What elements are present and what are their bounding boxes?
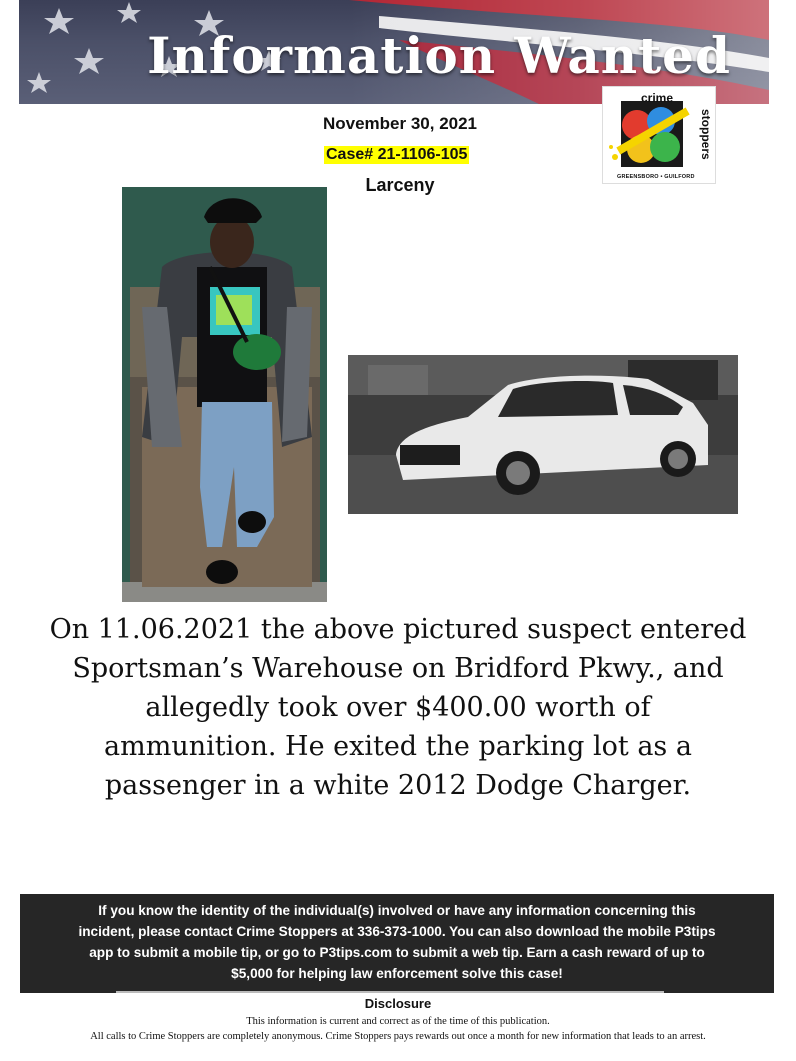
tip-line: incident, please contact Crime Stoppers at 336-373-1000. You can also download the mobile P3tips [78,924,716,939]
logo-word-crime: crime [641,91,674,105]
tip-line: $5,000 for helping law enforcement solve this case! [231,966,563,981]
suspect-photo-illustration [122,187,327,602]
tip-box-divider [116,991,664,993]
narrative-line: passenger in a white 2012 Dodge Charger. [104,770,692,801]
banner-title: Information Wanted [147,26,731,85]
disclosure-line-1: This information is current and correct as of the time of this publication. [246,1016,550,1027]
offense-type: Larceny [365,175,435,195]
narrative-line: On 11.06.2021 the above pictured suspect entered [49,614,747,645]
logo-word-stoppers: stoppers [699,109,713,160]
disclosure-title: Disclosure [364,996,432,1011]
narrative-line: allegedly took over $400.00 worth of [145,692,651,723]
vehicle-photo [348,355,738,514]
narrative-line: Sportsman’s Warehouse on Bridford Pkwy., and [72,653,724,684]
vehicle-photo-illustration [348,355,738,514]
suspect-photo [122,187,327,602]
logo-subtitle: GREENSBORO • GUILFORD [617,174,695,180]
narrative-line: ammunition. He exited the parking lot as a [104,731,692,762]
case-number: Case# 21-1106-105 [326,146,468,163]
crime-stoppers-logo [602,86,716,184]
incident-narrative [40,610,756,805]
tip-line: If you know the identity of the individual(s) involved or have any information concerning this [98,903,696,918]
tip-info-box [20,894,774,993]
flyer-date: November 30, 2021 [322,114,478,133]
disclosure-line-2: All calls to Crime Stoppers are completely anonymous. Crime Stoppers pays rewards out once a month for new information that leads to an arrest. [90,1031,706,1042]
tip-line: app to submit a mobile tip, or go to P3tips.com to submit a web tip. Earn a cash reward of up to [89,945,705,960]
